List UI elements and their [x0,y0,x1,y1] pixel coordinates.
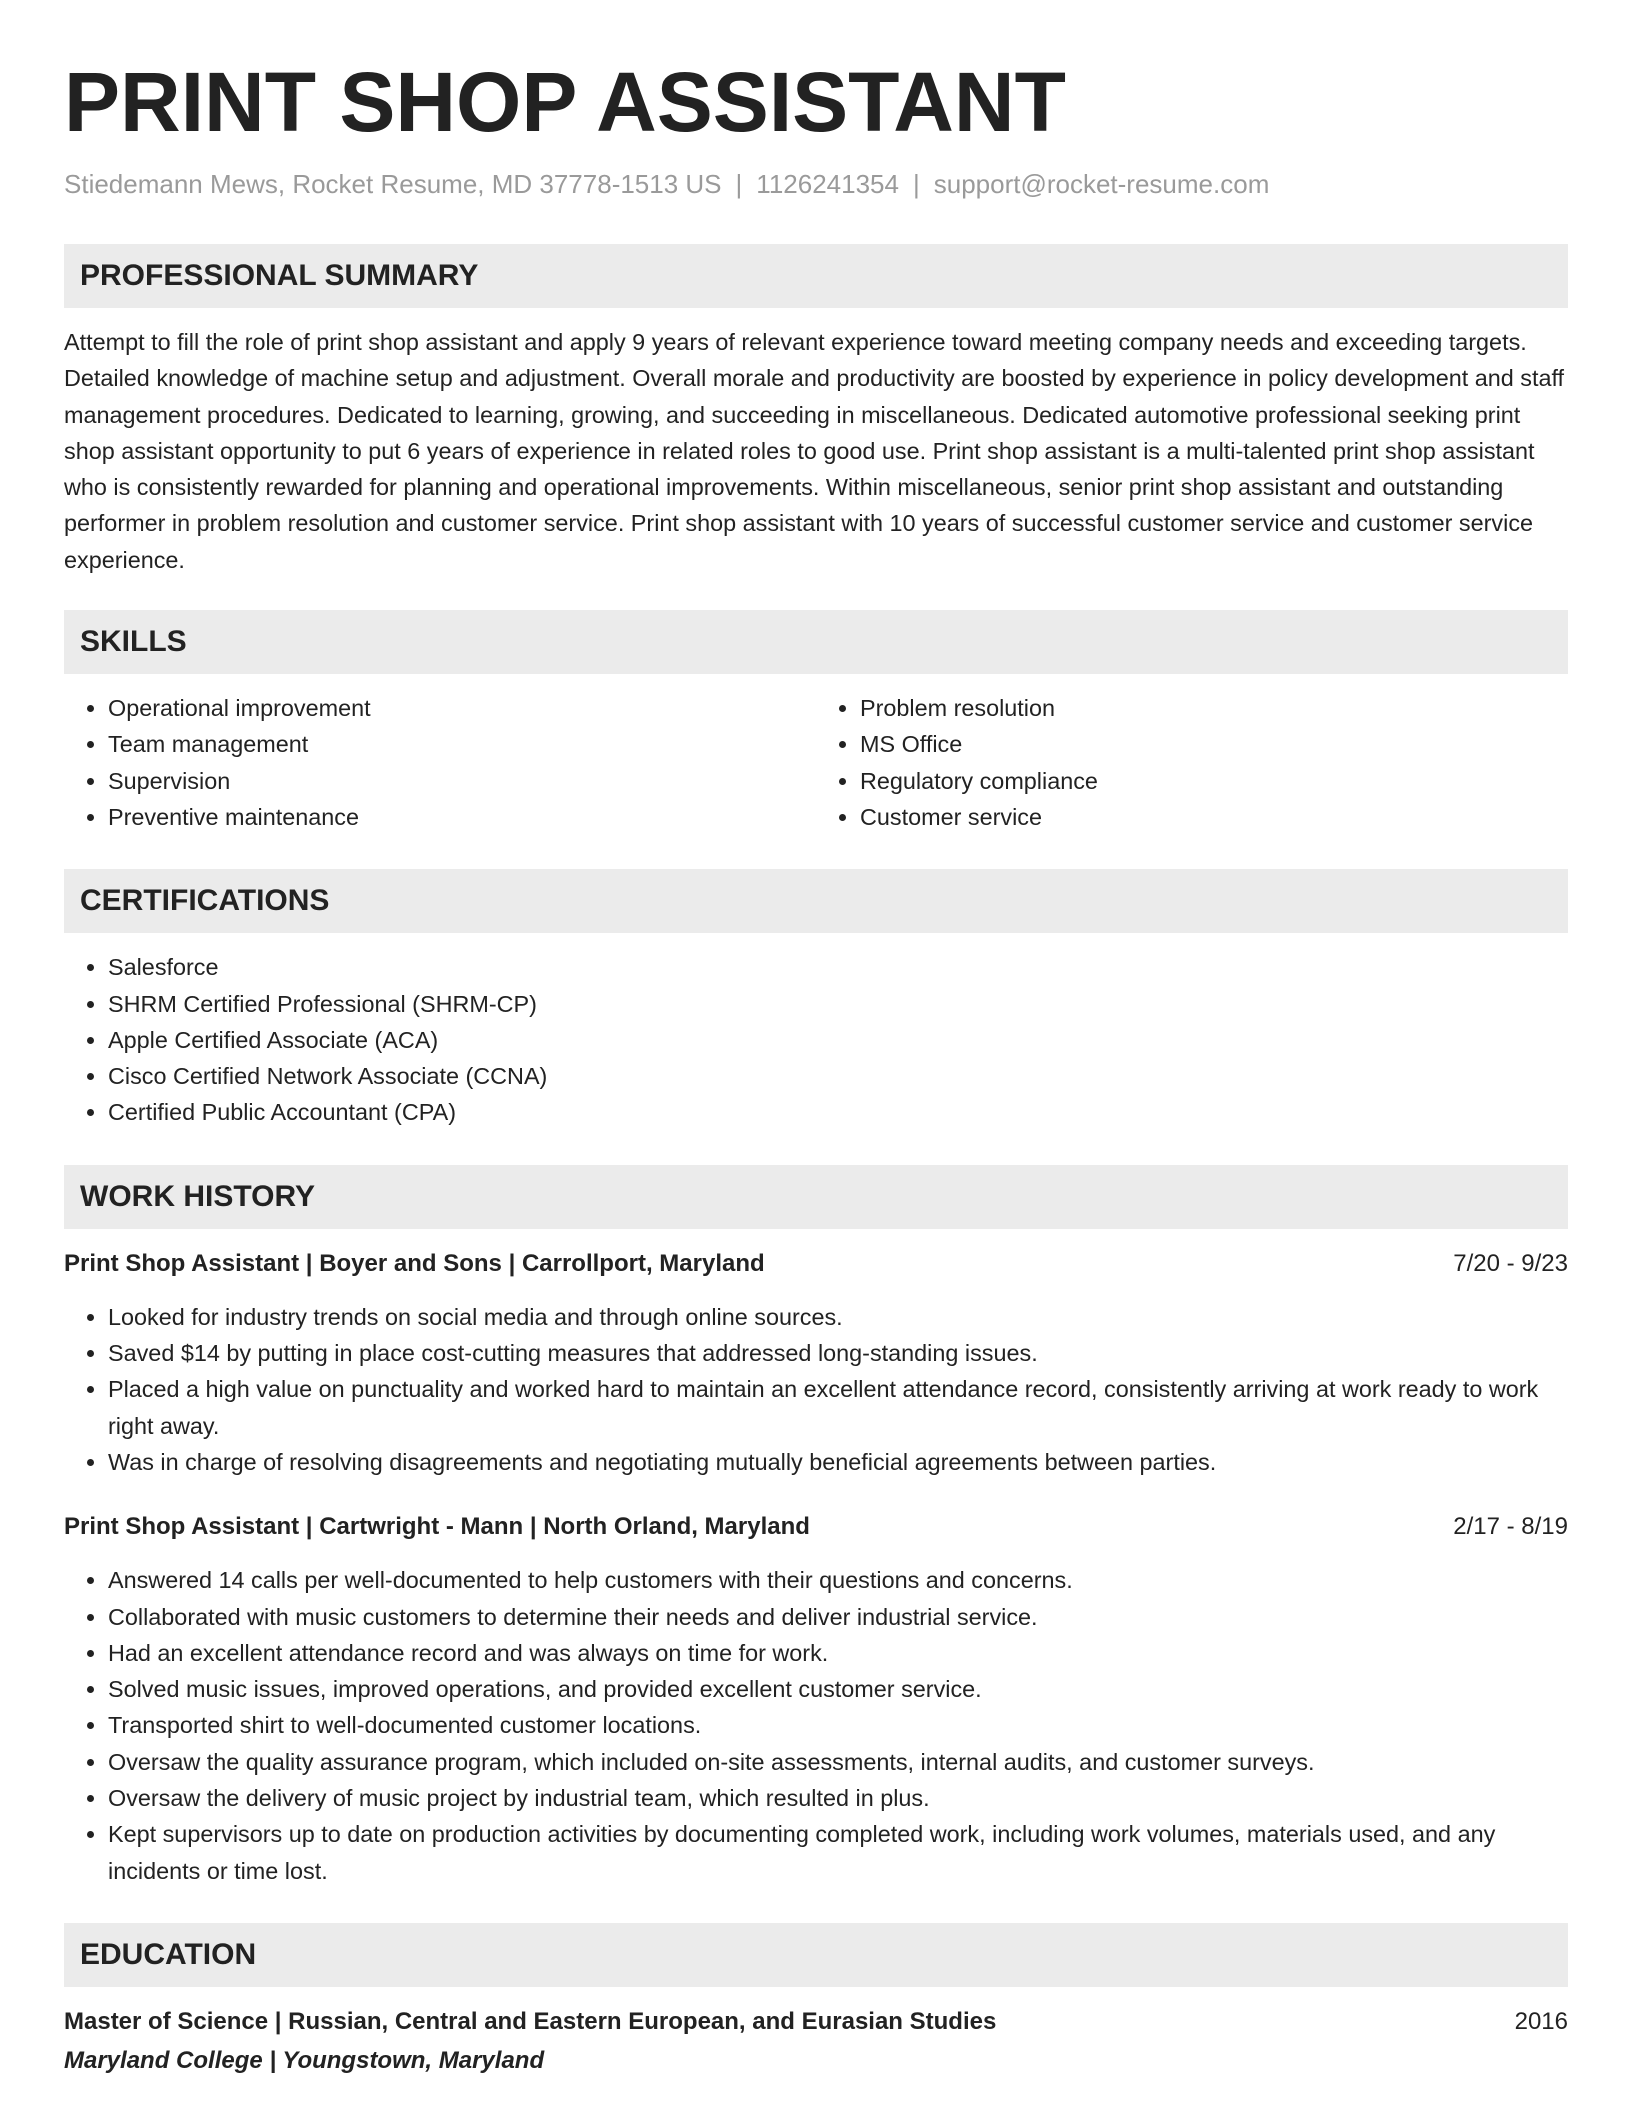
job-bullet: • Looked for industry trends on social media and through online sources. [108,1299,1568,1335]
contact-separator: | [912,169,920,199]
job-bullet: • Saved $14 by putting in place cost-cutting measures that addressed long-standing issues. [108,1335,1568,1371]
skill-item: • MS Office [860,726,1568,762]
job-bullet: • Solved music issues, improved operations, and provided excellent customer service. [108,1671,1568,1707]
contact-email: support@rocket-resume.com [933,169,1270,199]
section-heading-education: EDUCATION [64,1923,1568,1987]
education-entry [64,2005,1568,2079]
summary-text: Attempt to fill the role of print shop assistant and apply 9 years of relevant experience toward meeting company needs and exceeding targets. Detailed knowledge of machine setup and adjustment. Overall morale and productivity are boosted by experience in policy development and staff management procedures. Dedicated to learning, growing, and succeeding in miscellaneous. Dedicated automotive professional seeking print shop assistant opportunity to put 6 years of experience in related roles to good use. Print shop assistant is a multi-talented print shop assistant who is consistently rewarded for planning and operational improvements. Within miscellaneous, senior print shop assistant and outstanding performer in problem resolution and customer service. Print shop assistant with 10 years of successful customer service and customer service experience. [64,329,1565,573]
skill-item: • Preventive maintenance [108,799,816,835]
section-heading-summary: PROFESSIONAL SUMMARY [64,244,1568,308]
job-bullet: • Had an excellent attendance record and was always on time for work. [108,1635,1568,1671]
certification-item: • Salesforce [108,949,1568,985]
job-bullet: • Kept supervisors up to date on production activities by documenting completed work, including work volumes, materials used, and any incidents or time lost. [108,1816,1568,1889]
certifications-list [64,949,1568,1130]
section-heading-certifications: CERTIFICATIONS [64,869,1568,933]
job-bullet: • Placed a high value on punctuality and worked hard to maintain an excellent attendance record, consistently arriving at work ready to work right away. [108,1371,1568,1444]
job-bullet: • Answered 14 calls per well-documented to help customers with their questions and concerns. [108,1562,1568,1598]
job-title: Print Shop Assistant | Boyer and Sons | Carrollport, Maryland [64,1249,765,1277]
job-bullet: • Was in charge of resolving disagreements and negotiating mutually beneficial agreements between parties. [108,1444,1568,1480]
job-header [64,1247,1568,1281]
job-bullets [64,1299,1568,1480]
contact-line [64,166,1568,202]
job-dates: 7/20 - 9/23 [1453,1249,1568,1277]
certification-item: • Cisco Certified Network Associate (CCNA) [108,1058,1568,1094]
job-entry [64,1247,1568,1480]
skill-item: • Regulatory compliance [860,763,1568,799]
education-year: 2016 [1514,2007,1568,2035]
candidate-name: PRINT SHOP ASSISTANT [64,55,1066,149]
job-header [64,1510,1568,1544]
job-bullet: • Oversaw the delivery of music project by industrial team, which resulted in plus. [108,1780,1568,1816]
skill-item: • Customer service [860,799,1568,835]
education-degree: Master of Science | Russian, Central and Eastern European, and Eurasian Studies [64,2007,997,2035]
skill-item: • Supervision [108,763,816,799]
job-bullet: • Collaborated with music customers to determine their needs and deliver industrial service. [108,1599,1568,1635]
education-header [64,2005,1568,2039]
contact-address: Stiedemann Mews, Rocket Resume, MD 37778-1513 US [64,169,722,199]
certification-item: • SHRM Certified Professional (SHRM-CP) [108,986,1568,1022]
skills-list [64,690,1568,835]
job-dates: 2/17 - 8/19 [1453,1513,1568,1541]
job-bullet: • Transported shirt to well-documented customer locations. [108,1707,1568,1743]
job-title: Print Shop Assistant | Cartwright - Mann | North Orland, Maryland [64,1513,810,1541]
skills-column-right [816,690,1568,835]
skill-item: • Problem resolution [860,690,1568,726]
contact-separator: | [735,169,743,199]
contact-phone: 1126241354 [756,169,899,199]
section-heading-work-history: WORK HISTORY [64,1165,1568,1229]
section-heading-skills: SKILLS [64,610,1568,674]
skill-item: • Operational improvement [108,690,816,726]
certification-item: • Apple Certified Associate (ACA) [108,1022,1568,1058]
job-entry [64,1510,1568,1889]
job-bullets [64,1562,1568,1889]
education-school: Maryland College | Youngstown, Maryland [64,2046,545,2074]
skills-column-left [64,690,816,835]
certification-item: • Certified Public Accountant (CPA) [108,1094,1568,1130]
skill-item: • Team management [108,726,816,762]
job-bullet: • Oversaw the quality assurance program, which included on-site assessments, internal audits, and customer surveys. [108,1744,1568,1780]
